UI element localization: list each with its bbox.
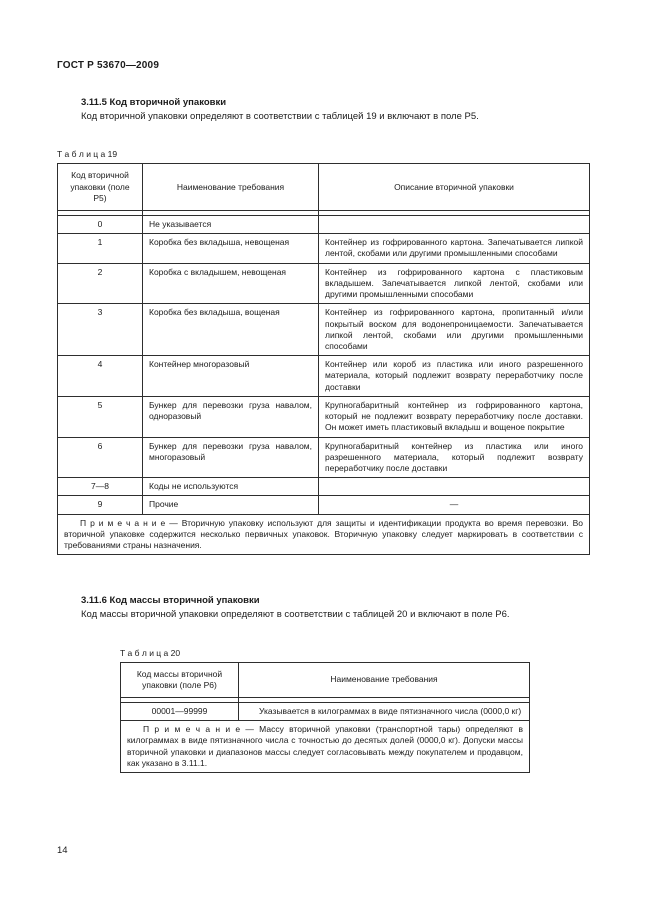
table19-header-code: Код вторичной упаковки (поле Р5) [58, 164, 143, 211]
cell-name: Не указывается [143, 216, 319, 234]
cell-desc: Контейнер или короб из пластика или иного разрешенного материала, который подлежит возврату переработчику после доставки [319, 356, 590, 397]
section-body-3-11-6: Код массы вторичной упаковки определяют в соответствии с таблицей 20 и включают в поле Р6. [81, 609, 510, 621]
table-row [58, 304, 590, 356]
cell-code: 2 [58, 263, 143, 304]
cell-desc: Контейнер из гофрированного картона с пластиковым вкладышем. Запечатывается липкой лентой, скобами или другими промышленными способами [319, 263, 590, 304]
table-row [58, 356, 590, 397]
table19-header-row [58, 164, 590, 211]
cell-desc [319, 478, 590, 496]
doc-number: ГОСТ Р 53670—2009 [57, 60, 160, 71]
cell-code: 3 [58, 304, 143, 356]
table20-caption: Т а б л и ц а 20 [120, 647, 181, 658]
cell-name: Прочие [143, 496, 319, 514]
cell-name: Контейнер многоразовый [143, 356, 319, 397]
cell-code: 00001—99999 [121, 703, 239, 721]
table-row [58, 216, 590, 234]
table-row [58, 263, 590, 304]
cell-name: Коробка без вкладыша, невощеная [143, 234, 319, 263]
cell-name: Бункер для перевозки груза навалом, многоразовый [143, 437, 319, 478]
table19-caption: Т а б л и ц а 19 [57, 149, 118, 160]
section-heading-3-11-5: 3.11.5 Код вторичной упаковки [81, 97, 227, 108]
cell-desc: Крупногабаритный контейнер из пластика или иного разрешенного материала, который подлежит возврату переработчику после доставки [319, 437, 590, 478]
table19-header-desc: Описание вторичной упаковки [319, 164, 590, 211]
table-row [58, 437, 590, 478]
cell-code: 4 [58, 356, 143, 397]
cell-code: 0 [58, 216, 143, 234]
table20-header-code: Код массы вторичной упаковки (поле Р6) [121, 662, 239, 697]
section-heading-3-11-6: 3.11.6 Код массы вторичной упаковки [81, 595, 260, 607]
table19-note-row [58, 514, 590, 555]
cell-name: Коды не используются [143, 478, 319, 496]
cell-code: 5 [58, 396, 143, 437]
cell-name: Бункер для перевозки груза навалом, одноразовый [143, 396, 319, 437]
table-row [58, 478, 590, 496]
cell-desc: Крупногабаритный контейнер из гофрированного картона, который не подлежит возврату переработчику после доставки. Он может иметь пластиковый вкладыш и вощеное покрытие [319, 396, 590, 437]
cell-name: Коробка с вкладышем, невощеная [143, 263, 319, 304]
table20-body [121, 703, 530, 773]
table20-note: П р и м е ч а н и е — Массу вторичной упаковки (транспортной тары) определяют в килограммах в виде пятизначного числа с точностью до десятых долей (0000,0 кг). Допуски массы вторичной упаковки и диапазонов массы следует согласовывать между покупателем и продавцом, как указано в 3.11.1. [121, 721, 530, 773]
cell-name: Коробка без вкладыша, вощеная [143, 304, 319, 356]
table19-head [58, 164, 590, 216]
table19-body [58, 216, 590, 555]
table19 [57, 163, 590, 555]
cell-code: 1 [58, 234, 143, 263]
table20-header-row [121, 662, 530, 697]
cell-desc: Контейнер из гофрированного картона. Запечатывается липкой лентой, скобами или другими промышленными способами [319, 234, 590, 263]
section-body-3-11-5: Код вторичной упаковки определяют в соответствии с таблицей 19 и включают в поле Р5. [81, 111, 479, 122]
table20-header-name: Наименование требования [239, 662, 530, 697]
cell-desc: — [319, 496, 590, 514]
cell-code: 9 [58, 496, 143, 514]
table-row [58, 496, 590, 514]
cell-code: 7—8 [58, 478, 143, 496]
table-row [121, 703, 530, 721]
table-row [58, 234, 590, 263]
page-number: 14 [57, 845, 68, 856]
table20-head [121, 662, 530, 702]
table20-block [120, 648, 530, 774]
table19-note: П р и м е ч а н и е — Вторичную упаковку используют для защиты и идентификации продукта во время перевозки. Во вторичной упаковке содержится несколько первичных упаковок. Вторичную упаковку следует маркировать в соответствии с требованиями страны назначения. [58, 514, 590, 555]
table20-note-row [121, 721, 530, 773]
table19-header-name: Наименование требования [143, 164, 319, 211]
cell-desc [319, 216, 590, 234]
cell-code: 6 [58, 437, 143, 478]
table-row [58, 396, 590, 437]
cell-name: Указывается в килограммах в виде пятизначного числа (0000,0 кг) [239, 703, 530, 721]
table20 [120, 662, 530, 774]
page-content [57, 0, 590, 773]
cell-desc: Контейнер из гофрированного картона, пропитанный и/или покрытый воском для водонепроницаемости. Запечатывается липкой лентой, скобами или другими промышленными способами [319, 304, 590, 356]
